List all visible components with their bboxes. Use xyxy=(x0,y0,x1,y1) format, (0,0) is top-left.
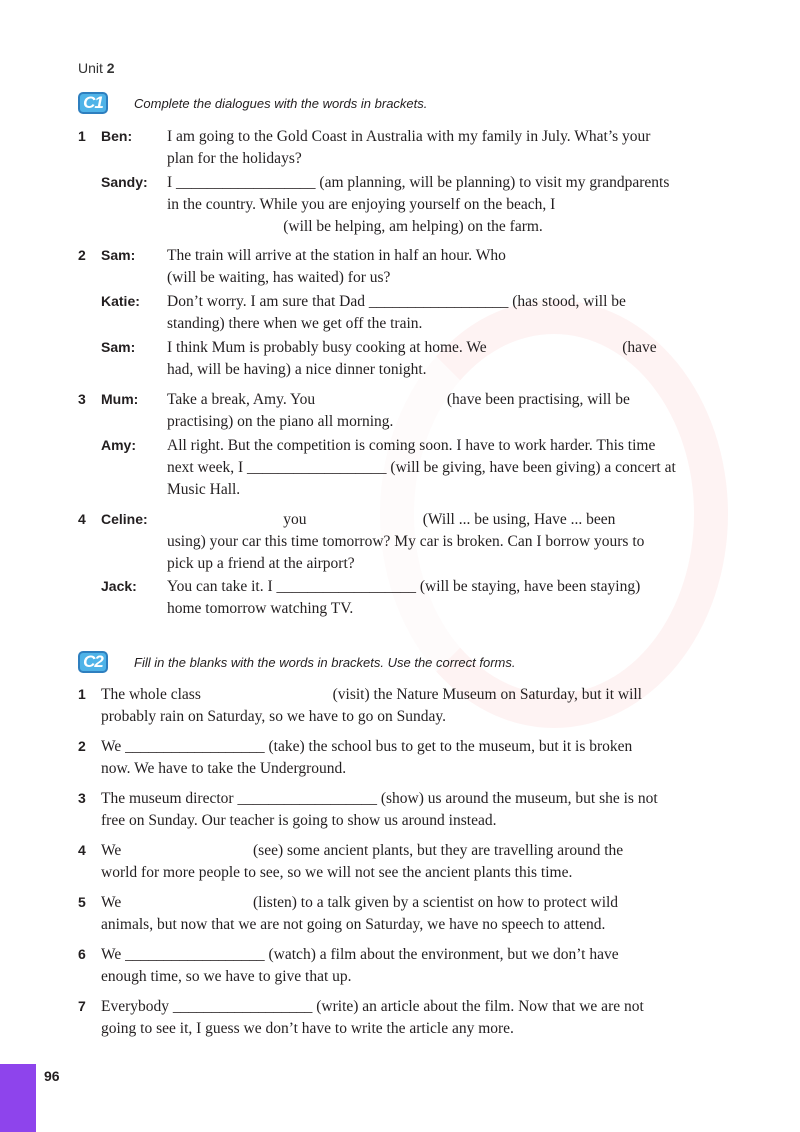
c1-q1-number: 1 xyxy=(78,128,86,144)
dialogue-line: The train will arrive at the station in half an hour. Who xyxy=(167,247,506,264)
question-line: We (listen) to a talk given by a scientist on how to protect wild xyxy=(101,894,619,911)
question-line: We __________________ (watch) a film about the environment, but we don’t have xyxy=(101,946,619,963)
dialogue-line: next week, I __________________ (will be giving, have been giving) a concert at xyxy=(167,459,676,476)
c1-q3-number: 3 xyxy=(78,391,86,407)
c2-q5-number: 5 xyxy=(78,894,86,910)
dialogue-line: using) your car this time tomorrow? My car is broken. Can I borrow yours to xyxy=(167,533,645,550)
question-line: world for more people to see, so we will not see the ancient plants this time. xyxy=(101,864,573,881)
dialogue-line: in the country. While you are enjoying yourself on the beach, I xyxy=(167,196,556,213)
speaker-sandy: Sandy: xyxy=(101,174,148,190)
dialogue-line: (will be helping, am helping) on the farm. xyxy=(167,218,543,235)
dialogue-line: plan for the holidays? xyxy=(167,150,302,167)
dialogue-line: standing) there when we get off the train. xyxy=(167,315,423,332)
dialogue-line: I __________________ (am planning, will be planning) to visit my grandparents xyxy=(167,174,670,191)
dialogue-line: I am going to the Gold Coast in Australia with my family in July. What’s your xyxy=(167,128,651,145)
question-line: The museum director __________________ (show) us around the museum, but she is not xyxy=(101,790,658,807)
speaker-sam: Sam: xyxy=(101,339,136,355)
speaker-ben: Ben: xyxy=(101,128,133,144)
dialogue-line: I think Mum is probably busy cooking at home. We (have xyxy=(167,339,657,356)
c2-q4-number: 4 xyxy=(78,842,86,858)
page-color-tab xyxy=(0,1064,36,1132)
question-line: free on Sunday. Our teacher is going to show us around instead. xyxy=(101,812,497,829)
dialogue-line: You can take it. I __________________ (will be staying, have been staying) xyxy=(167,578,641,595)
c2-badge: C2 xyxy=(78,651,108,673)
dialogue-line: you (Will ... be using, Have ... been xyxy=(167,511,616,528)
speaker-amy: Amy: xyxy=(101,437,137,453)
page-number: 96 xyxy=(44,1068,60,1084)
c2-q7-number: 7 xyxy=(78,998,86,1014)
dialogue-line: (will be waiting, has waited) for us? xyxy=(167,269,391,286)
speaker-katie: Katie: xyxy=(101,293,140,309)
dialogue-line: practising) on the piano all morning. xyxy=(167,413,394,430)
speaker-jack: Jack: xyxy=(101,578,137,594)
question-line: We (see) some ancient plants, but they are travelling around the xyxy=(101,842,624,859)
c1-q4-number: 4 xyxy=(78,511,86,527)
question-line: animals, but now that we are not going on Saturday, we have no speech to attend. xyxy=(101,916,606,933)
c2-q2-number: 2 xyxy=(78,738,86,754)
c2-q3-number: 3 xyxy=(78,790,86,806)
unit-label: Unit 2 xyxy=(78,60,115,76)
c2-q1-number: 1 xyxy=(78,686,86,702)
question-line: We __________________ (take) the school bus to get to the museum, but it is broken xyxy=(101,738,633,755)
c2-q6-number: 6 xyxy=(78,946,86,962)
section-c2-header xyxy=(78,651,515,673)
c2-instruction: Fill in the blanks with the words in brackets. Use the correct forms. xyxy=(134,654,516,670)
question-line: now. We have to take the Underground. xyxy=(101,760,347,777)
dialogue-line: had, will be having) a nice dinner tonight. xyxy=(167,361,427,378)
dialogue-line: home tomorrow watching TV. xyxy=(167,600,354,617)
c1-q2-number: 2 xyxy=(78,247,86,263)
c1-instruction: Complete the dialogues with the words in brackets. xyxy=(134,95,428,111)
dialogue-line: Don’t worry. I am sure that Dad __________________ (has stood, will be xyxy=(167,293,626,310)
c1-badge: C1 xyxy=(78,92,108,114)
speaker-celine: Celine: xyxy=(101,511,148,527)
dialogue-line: Music Hall. xyxy=(167,481,241,498)
question-line: Everybody __________________ (write) an article about the film. Now that we are not xyxy=(101,998,644,1015)
dialogue-line: pick up a friend at the airport? xyxy=(167,555,355,572)
question-line: going to see it, I guess we don’t have to write the article any more. xyxy=(101,1020,514,1037)
question-line: probably rain on Saturday, so we have to go on Sunday. xyxy=(101,708,446,725)
question-line: enough time, so we have to give that up. xyxy=(101,968,352,985)
speaker-sam: Sam: xyxy=(101,247,136,263)
dialogue-line: All right. But the competition is coming soon. I have to work harder. This time xyxy=(167,437,656,454)
section-c1-header xyxy=(78,92,427,114)
speaker-mum: Mum: xyxy=(101,391,139,407)
dialogue-line: Take a break, Amy. You (have been practising, will be xyxy=(167,391,630,408)
question-line: The whole class (visit) the Nature Museum on Saturday, but it will xyxy=(101,686,642,703)
